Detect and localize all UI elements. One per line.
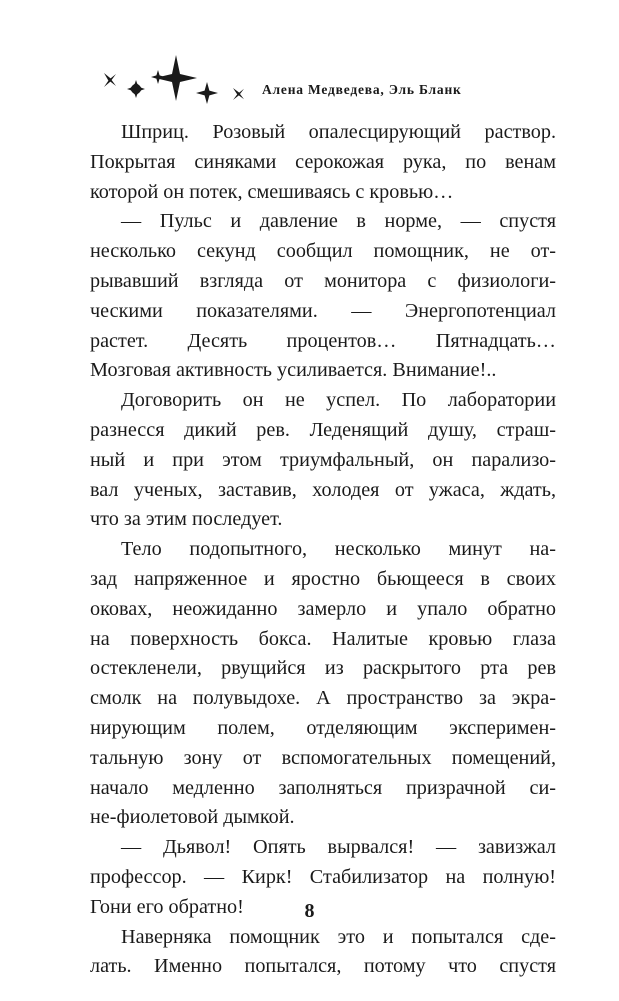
text-line: на поверхность бокса. Налитые кровью глаза xyxy=(90,627,556,650)
text-line: Гони его обратно! xyxy=(90,895,244,918)
text-line: которой он потек, смешиваясь с кровью… xyxy=(90,180,454,203)
text-line: растет. Десять процентов… Пятнадцать… xyxy=(90,329,556,352)
text-line: не-фиолетовой дымкой. xyxy=(90,806,295,829)
text-line: остекленели, рвущийся из раскрытого рта рев xyxy=(90,657,556,680)
text-line: ный и при этом триумфальный, он парализо- xyxy=(90,448,556,471)
text-line: начало медленно заполняться призрачной си- xyxy=(90,776,556,799)
text-line: Договорить он не успел. По лаборатории xyxy=(121,389,556,412)
text-line: Покрытая синяками серокожая рука, по венам xyxy=(90,150,556,173)
text-line: Шприц. Розовый опалесцирующий раствор. xyxy=(121,121,556,143)
text-line: вал ученых, заставив, холодея от ужаса, ждать, xyxy=(90,478,556,501)
text-line: Мозговая активность усиливается. Внимание!.. xyxy=(90,359,497,382)
text-line: тальную зону от вспомогательных помещений, xyxy=(90,746,556,769)
text-line: рывавший взгляда от монитора с физиологи- xyxy=(90,269,556,292)
text-line: смолк на полувыдохе. А пространство за экра- xyxy=(90,687,556,710)
running-header xyxy=(0,0,619,110)
book-authors-title: Алена Медведева, Эль Бланк xyxy=(262,82,462,97)
text-line: что за этим последует. xyxy=(90,508,283,531)
text-line: лать. Именно попытался, потому что спустя xyxy=(90,955,556,978)
text-line: профессор. — Кирк! Стабилизатор на полную! xyxy=(90,865,556,888)
text-line: несколько секунд сообщил помощник, не от- xyxy=(90,240,556,263)
text-line: — Дьявол! Опять вырвался! — завизжал xyxy=(121,836,556,859)
text-line: разнесся дикий рев. Леденящий душу, страш- xyxy=(90,418,556,441)
text-line: ческими показателями. — Энергопотенциал xyxy=(90,299,556,322)
text-line: — Пульс и давление в норме, — спустя xyxy=(121,210,556,233)
text-line: Наверняка помощник это и попытался сде- xyxy=(121,925,556,948)
page-body-text xyxy=(90,118,556,982)
page-number: 8 xyxy=(304,900,315,922)
text-line: оковах, неожиданно замерло и упало обратно xyxy=(90,597,556,620)
text-line: Тело подопытного, несколько минут на- xyxy=(121,538,556,561)
text-line: зад напряженное и яростно бьющееся в своих xyxy=(90,567,556,590)
text-line: нирующим полем, отделяющим эксперимен- xyxy=(90,716,556,739)
